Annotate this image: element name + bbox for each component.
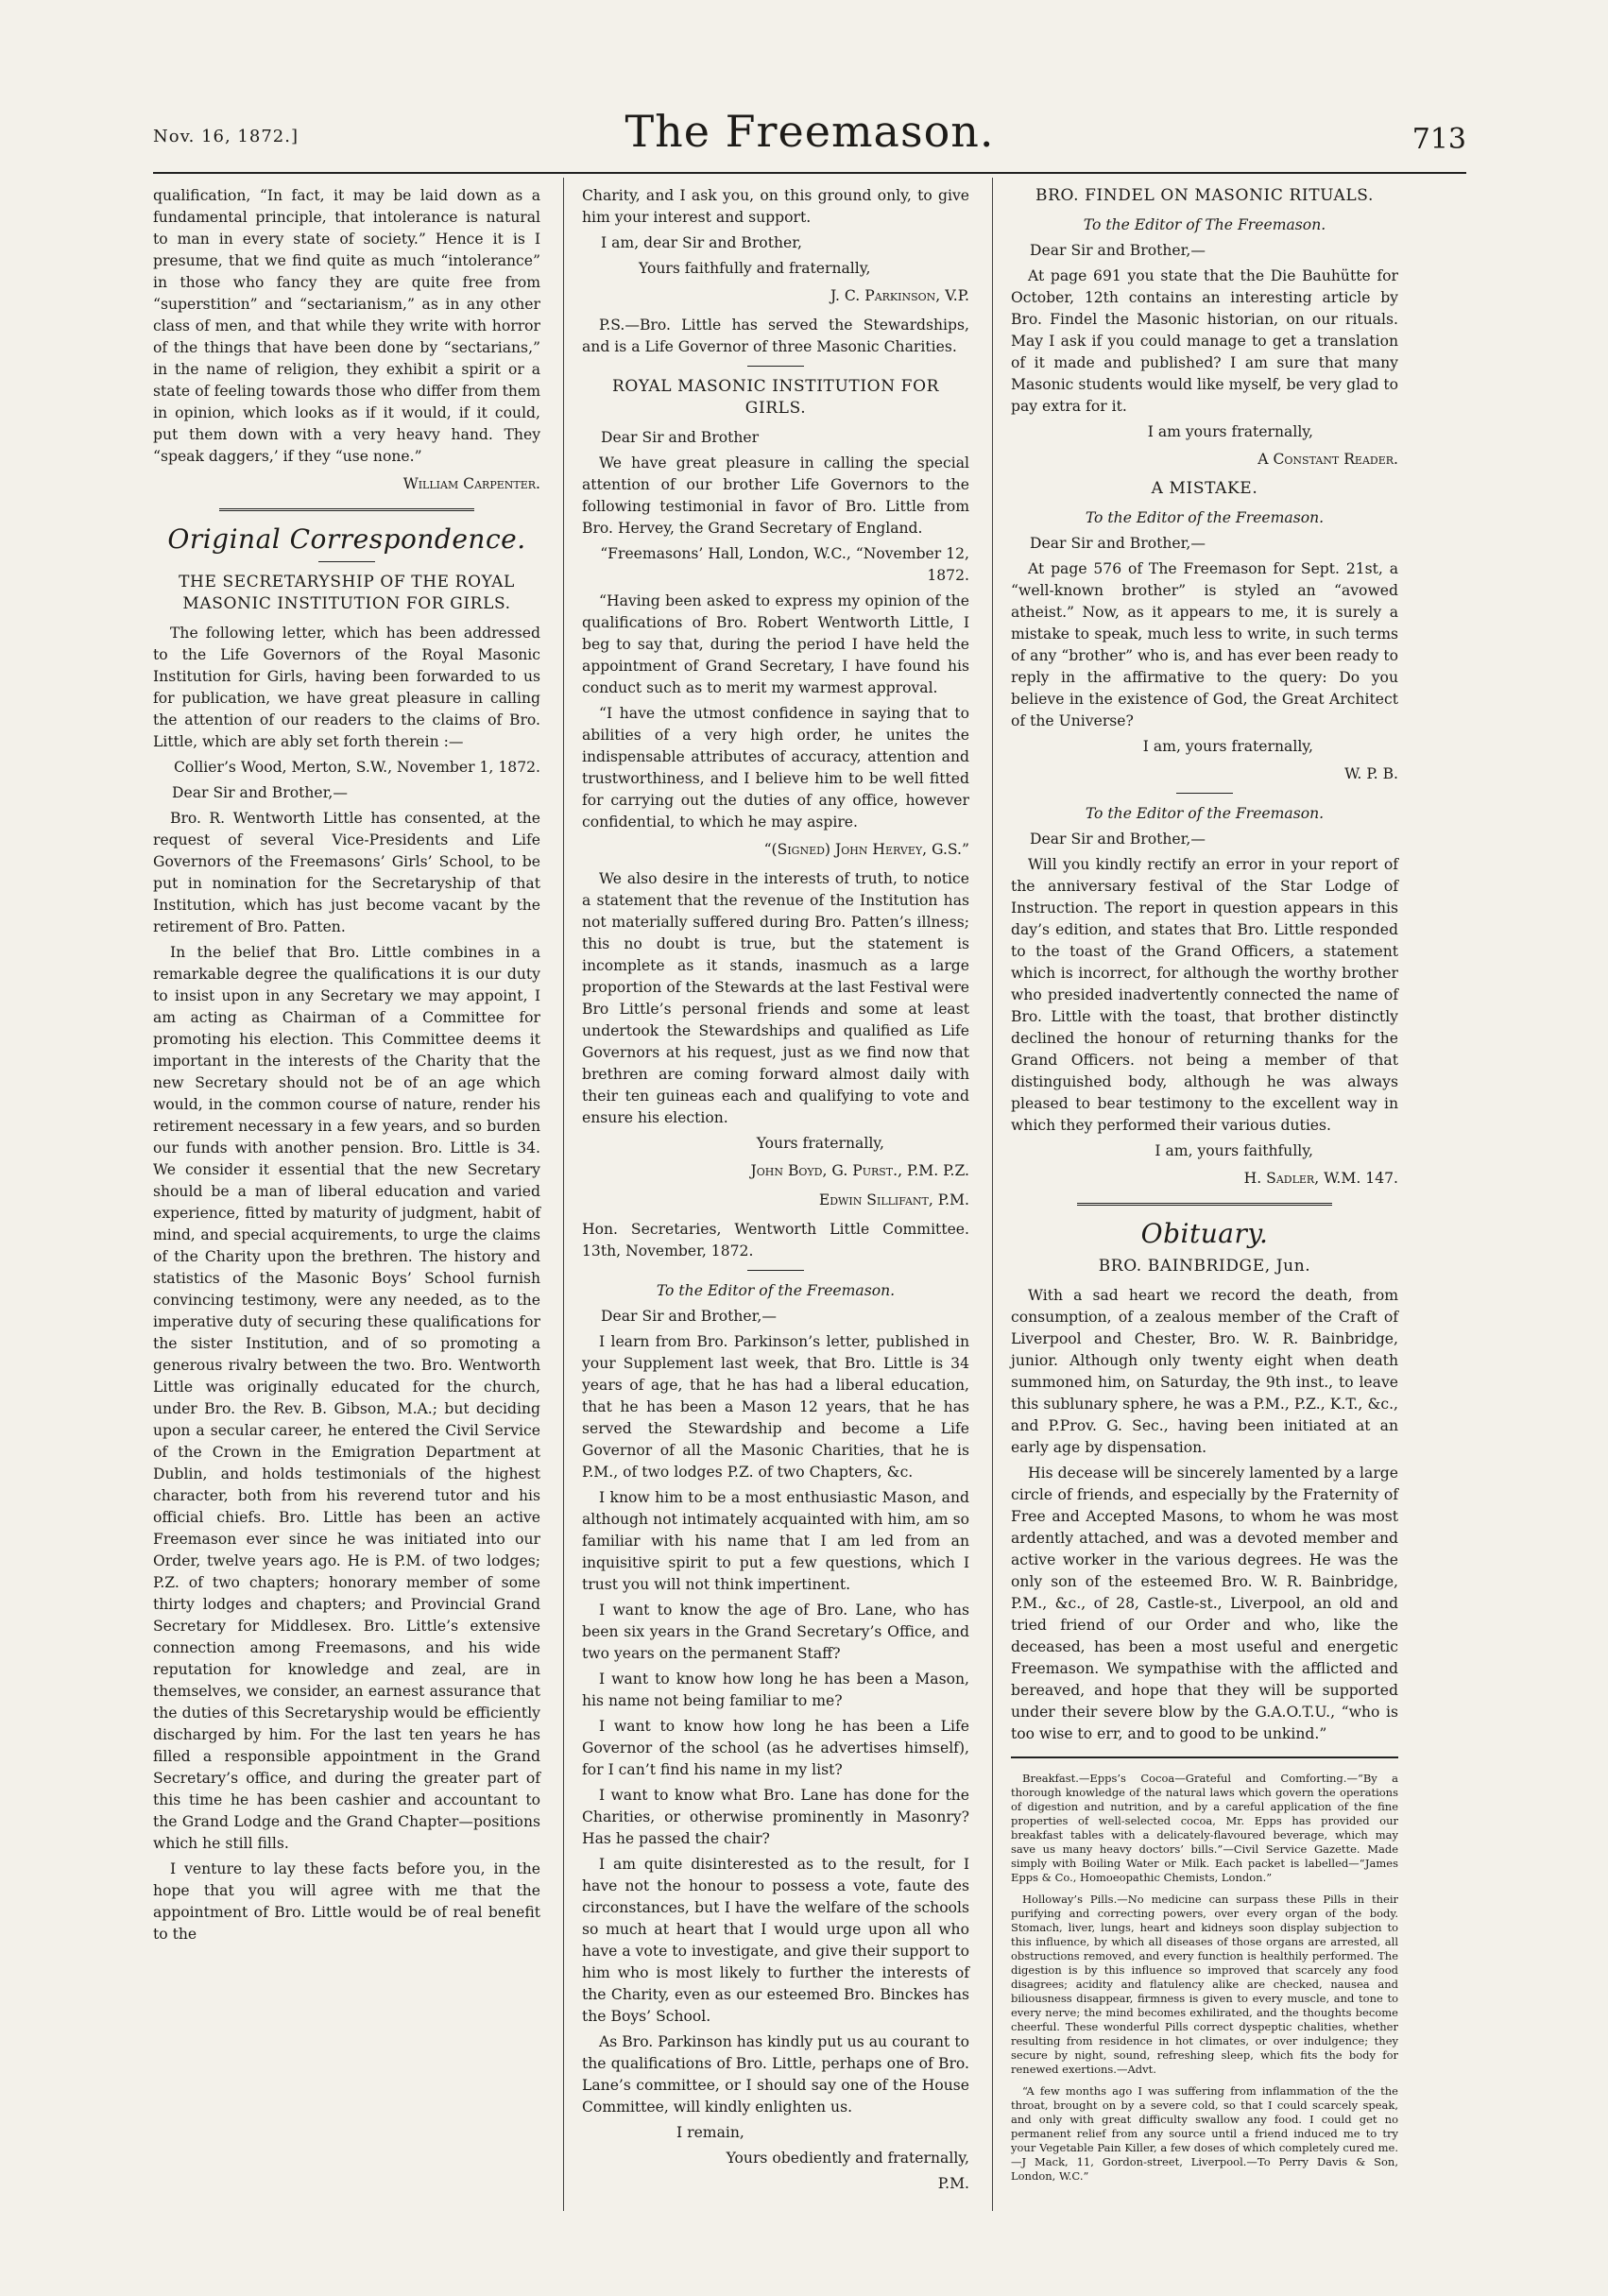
- postscript: P.S.—Bro. Little has served the Stewardships, and is a Life Governor of three Masonic Charities.: [582, 317, 969, 355]
- closing: I am, yours faithfully,: [1155, 1142, 1313, 1159]
- editor-address: To the Editor of the Freemason.: [1085, 805, 1325, 822]
- article-heading-bainbridge: BRO. BAINBRIDGE, Jun.: [1098, 1257, 1311, 1276]
- body-paragraph: I want to know how long he has been a Mason, his name not being familiar to me?: [582, 1671, 969, 1709]
- body-paragraph: I am quite disinterested as to the result, for I have not the honour to possess a vote, faute des circonstances, but I have the welfare of the schools so much at heart that I would urge upon all who have a vote to investigate, and give their support to him who is most likely to further the interests of the Charity, even as our esteemed Bro. Binckes has the Boys’ School.: [582, 1856, 969, 2025]
- intro-paragraph: The following letter, which has been addressed to the Life Governors of the Royal Masonic Institution for Girls, having been forwarded to us for publication, we have great pleasure in calling the attention of our readers to the claims of Bro. Little, which are ably set forth therein :—: [153, 625, 540, 750]
- section-title-correspondence: Original Correspondence.: [167, 523, 526, 555]
- obituary-paragraph: His decease will be sincerely lamented by a large circle of friends, and especially by the Fraternity of Free and Accepted Masons, to whom he was most ardently attached, and was a devoted member and active worker in the various degrees. He was the only son of the esteemed Bro. W. R. Bainbridge, P.M., &c., of 28, Castle-st., Liverpool, an old and tried friend of our Order and who, like the deceased, has been a most useful and energetic Freemason. We sympathise with the afflicted and bereaved, and hope that they will be supported under their severe blow by the G.A.O.T.U., “who is too wise to err, and to good to be unkind.”: [1011, 1465, 1398, 1742]
- signature-wpb: W. P. B.: [1344, 765, 1398, 782]
- closing: Yours obediently and fraternally,: [726, 2150, 969, 2167]
- letter-address: Collier’s Wood, Merton, S.W., November 1, 1872.: [174, 759, 540, 776]
- carpenter-letter-end: qualification, “In fact, it may be laid down as a fundamental principle, that intolerance is natural to man in every state of society.” Hence it is I presume, that we find quite as much “intolerance” in those who fancy they are quite free from “superstition” and “sectarianism,” as in any other class of men, and that while they write with horror of the things that have been done by “sectarians,” in the name of religion, they exhibit a spirit or a state of feeling towards those who differ from them in opinion, which looks as if it would, if it could, put them down with a very heavy hand. They “speak daggers,’ if they “use none.”: [153, 187, 540, 465]
- body-paragraph: At page 576 of The Freemason for Sept. 21st, a “well-known brother” is styled an “avowed atheist.” Now, as it appears to me, it is surely a mistake to speak, much less to write, in such terms of any “brother” who is, and has ever been ready to reply in the affirmative to the query: Do you believe in the existence of God, the Great Architect of the Universe?: [1011, 560, 1398, 729]
- signature-parkinson: J. C. Parkinson, V.P.: [830, 287, 969, 304]
- hon-secretaries: Hon. Secretaries, Wentworth Little Committee. 13th, November, 1872.: [582, 1221, 969, 1259]
- obituary-paragraph: With a sad heart we record the death, from consumption, of a zealous member of the Craft of Liverpool and Chester, Bro. W. R. Bainbridge, junior. Although only twenty eight when death summoned him, on Saturday, the 9th inst., to leave this sublunary sphere, he was a P.M., P.Z., K.T., &c., and P.Prov. G. Sec., having been initiated at an early age by dispensation.: [1011, 1287, 1398, 1456]
- advertisements: [1011, 1772, 1398, 2184]
- section-rule: [1077, 1203, 1332, 1213]
- newspaper-title: The Freemason.: [624, 106, 995, 157]
- body-paragraph: I learn from Bro. Parkinson’s letter, published in your Supplement last week, that Bro. Little is 34 years of age, that he has had a liberal education, that he has been a Mason 12 years, that he has served the Stewardship and become a Life Governor of all the Masonic Charities, that he is P.M., of two lodges P.Z. of two Chapters, &c.: [582, 1333, 969, 1481]
- body-paragraph: Will you kindly rectify an error in your report of the anniversary festival of the Star Lodge of Instruction. The report in question appears in this day’s edition, and states that Bro. Little responded to the toast of the Grand Officers, a statement which is incorrect, for although the worthy brother who presided inadvertently connected the name of Bro. Little with the toast, that brother distinctly declined the honour of returning thanks for the Grand Officers. not being a member of that distinguished body, although he was always pleased to bear testimony to the excellent way in which they performed their various duties.: [1011, 856, 1398, 1134]
- salutation: Dear Sir and Brother: [601, 429, 760, 446]
- short-rule: [747, 366, 804, 367]
- closing: I remain,: [676, 2124, 744, 2141]
- column-divider-1: [563, 178, 564, 2211]
- section-rule: [219, 508, 474, 519]
- salutation: Dear Sir and Brother,—: [172, 784, 348, 801]
- column-divider-2: [992, 178, 993, 2211]
- advertisement-rule: [1011, 1756, 1398, 1758]
- closing: I am yours fraternally,: [1147, 423, 1313, 440]
- closing: Yours faithfully and fraternally,: [639, 260, 871, 277]
- body-paragraph: As Bro. Parkinson has kindly put us au courant to the qualifications of Bro. Little, perhaps one of Bro. Lane’s committee, or I should say one of the House Committee, will kindly enlighten us.: [582, 2033, 969, 2116]
- body-paragraph: Charity, and I ask you, on this ground only, to give him your interest and support.: [582, 187, 969, 226]
- section-title-obituary: Obituary.: [1140, 1218, 1269, 1249]
- short-rule: [747, 1270, 804, 1271]
- body-paragraph: I know him to be a most enthusiastic Mason, and although not intimately acquainted with him, am so familiar with his name that I am led from an inquisitive spirit to put a few questions, which I trust you will not think impertinent.: [582, 1489, 969, 1593]
- short-rule: [318, 561, 375, 562]
- body-paragraph: I venture to lay these facts before you, in the hope that you will agree with me that the appointment of Bro. Little would be of real benefit to the: [153, 1860, 540, 1943]
- testimonial-address: “Freemasons’ Hall, London, W.C., “November 12, 1872.: [600, 545, 969, 584]
- issue-date: Nov. 16, 1872.]: [153, 127, 299, 146]
- signature-carpenter: William Carpenter.: [402, 475, 540, 492]
- editor-address: To the Editor of The Freemason.: [1083, 216, 1326, 233]
- editor-address: To the Editor of the Freemason.: [1085, 509, 1325, 526]
- signature-constant-reader: A Constant Reader.: [1257, 451, 1398, 468]
- testimonial-paragraph: “I have the utmost confidence in saying that to abilities of a very high order, he unites the indispensable attributes of accuracy, attention and trustworthiness, and I believe him to be well fitted for carrying out the duties of any office, however confidential, to which he may aspire.: [582, 705, 969, 831]
- editor-address: To the Editor of the Freemason.: [656, 1282, 896, 1299]
- signature-hervey: “(Signed) John Hervey, G.S.”: [763, 841, 969, 858]
- salutation: Dear Sir and Brother,—: [1030, 242, 1206, 259]
- masthead-rule: [153, 172, 1466, 174]
- salutation: Dear Sir and Brother,—: [1030, 831, 1206, 848]
- short-rule: [1176, 793, 1233, 794]
- body-paragraph: Bro. R. Wentworth Little has consented, at the request of several Vice-Presidents and Life Governors of the Freemasons’ Girls’ School, to be put in nomination for the Secretaryship of that Institution, which has just become vacant by the retirement of Bro. Patten.: [153, 810, 540, 935]
- advert-epps-cocoa: Breakfast.—Epps’s Cocoa—Grateful and Comforting.—“By a thorough knowledge of the natural laws which govern the operations of digestion and nutrition, and by a careful application of the fine properties of well-selected cocoa, Mr. Epps has provided our breakfast tables with a delicately-flavoured beverage, which may save us many heavy doctors’ bills.”—Civil Service Gazette. Made simply with Boiling Water or Milk. Each packet is labelled—“James Epps & Co., Homoeopathic Chemists, London.”: [1011, 1772, 1398, 1884]
- column-2: [582, 185, 969, 2199]
- article-heading-findel: BRO. FINDEL ON MASONIC RITUALS.: [1035, 186, 1374, 205]
- article-heading-royal-masonic: ROYAL MASONIC INSTITUTION FOR GIRLS.: [611, 377, 940, 418]
- signature-pm: P.M.: [937, 2175, 969, 2192]
- signature-boyd: John Boyd, G. Purst., P.M. P.Z.: [750, 1162, 969, 1179]
- body-paragraph: I want to know what Bro. Lane has done for the Charities, or otherwise prominently in Masonry? Has he passed the chair?: [582, 1787, 969, 1847]
- column-3: [1011, 185, 1398, 2193]
- body-paragraph: We have great pleasure in calling the special attention of our brother Life Governors to the following testimonial in favor of Bro. Little from Bro. Hervey, the Grand Secretary of England.: [582, 454, 969, 537]
- article-heading-secretaryship: THE SECRETARYSHIP OF THE ROYAL MASONIC INSTITUTION FOR GIRLS.: [179, 573, 515, 613]
- salutation: Dear Sir and Brother,—: [601, 1308, 777, 1325]
- body-paragraph: At page 691 you state that the Die Bauhütte for October, 12th contains an interesting article by Bro. Findel the Masonic historian, on our rituals. May I ask if you could manage to get a translation of it made and published? I am sure that many Masonic students would like myself, be very glad to pay extra for it.: [1011, 267, 1398, 415]
- column-1: [153, 185, 540, 1949]
- advert-pain-killer: “A few months ago I was suffering from inflammation of the the throat, brought on by a severe cold, so that I could scarcely speak, and only with great difficulty swallow any food. I could get no permanent relief from any source until a friend induced me to try your Vegetable Pain Killer, a few doses of which completely cured me.—J Mack, 11, Gordon-street, Liverpool.—To Perry Davis & Son, London, W.C.”: [1011, 2084, 1398, 2183]
- closing: I am, yours fraternally,: [1142, 738, 1313, 755]
- signature-sadler: H. Sadler, W.M. 147.: [1243, 1170, 1398, 1187]
- body-paragraph: We also desire in the interests of truth, to notice a statement that the revenue of the Institution has not materially suffered during Bro. Patten’s illness; this no doubt is true, but the statement is incomplete as it stands, inasmuch as a large proportion of the Stewards at the last Festival were Bro Little’s personal friends and some at least undertook the Stewardships and qualified as Life Governors at his request, just as we find now that brethren are coming forward almost daily with their ten guineas each and qualifying to vote and ensure his election.: [582, 870, 969, 1126]
- advert-holloway-pills: Holloway’s Pills.—No medicine can surpass these Pills in their purifying and correcting powers, over every organ of the body. Stomach, liver, lungs, heart and kidneys soon display subjection to this influence, by which all diseases of those organs are arrested, all obstructions removed, and every function is healthily performed. The digestion is by this influence so improved that scarcely any food disagrees; acidity and flatulency alike are checked, nausea and biliousness disappear, firmness is given to every muscle, and tone to every nerve; the mind becomes exhilirated, and the thoughts become cheerful. These wonderful Pills correct dyspeptic chalities, whether resulting from residence in hot climates, or over indulgence; they secure by night, sound, refreshing sleep, which fits the body for renewed exertions.—Advt.: [1011, 1893, 1398, 2076]
- masthead: [153, 106, 1466, 181]
- page-number: 713: [1411, 123, 1466, 156]
- body-paragraph: In the belief that Bro. Little combines in a remarkable degree the qualifications it is our duty to insist upon in any Secretary we may appoint, I am acting as Chairman of a Committee for promoting his election. This Committee deems it important in the interests of the Charity that the new Secretary should not be of an age which would, in the common course of nature, render his retirement necessary in a few years, and so burden our funds with another pension. Bro. Little is 34. We consider it essential that the new Secretary should be a man of liberal education and varied experience, fitted by maturity of judgment, habit of mind, and special acquirements, to urge the claims of the Charity upon the brethren. The history and statistics of the Masonic Boys’ School furnish convincing testimony, were any needed, as to the imperative duty of securing these qualifications for the sister Institution, and of so promoting a generous rivalry between the two. Bro. Wentworth Little was originally educated for the church, under Bro. the Rev. B. Gibson, M.A.; but deciding upon a secular career, he entered the Civil Service of the Crown in the Emigration Department at Dublin, and holds testimonials of the highest character, both from his reverend tutor and his official chiefs. Bro. Little has been an active Freemason ever since he was initiated into our Order, twelve years ago. He is P.M. of two lodges; P.Z. of two chapters; honorary member of some thirty lodges and chapters; and Provincial Grand Secretary for Middlesex. Bro. Little’s extensive connection among Freemasons, and his wide reputation for knowledge and zeal, are in themselves, we consider, an earnest assurance that the duties of this Secretaryship would be efficiently discharged by him. For the last ten years he has filled a responsible appointment in the Grand Secretary’s office, and during the greater part of this time he has been cashier and accountant to the Grand Lodge and the Grand Chapter—positions which he still fills.: [153, 944, 540, 1852]
- signature-sillifant: Edwin Sillifant, P.M.: [818, 1191, 969, 1208]
- salutation: Dear Sir and Brother,—: [1030, 535, 1206, 552]
- closing: Yours fraternally,: [756, 1135, 884, 1152]
- body-paragraph: I want to know the age of Bro. Lane, who has been six years in the Grand Secretary’s Office, and two years on the permanent Staff?: [582, 1602, 969, 1662]
- closing: I am, dear Sir and Brother,: [601, 234, 802, 251]
- body-paragraph: I want to know how long he has been a Life Governor of the school (as he advertises himself), for I can’t find his name in my list?: [582, 1718, 969, 1778]
- testimonial-paragraph: “Having been asked to express my opinion of the qualifications of Bro. Robert Wentworth Little, I beg to say that, during the period I have held the appointment of Grand Secretary, I have found his conduct such as to merit my warmest approval.: [582, 592, 969, 696]
- article-heading-mistake: A MISTAKE.: [1151, 479, 1258, 498]
